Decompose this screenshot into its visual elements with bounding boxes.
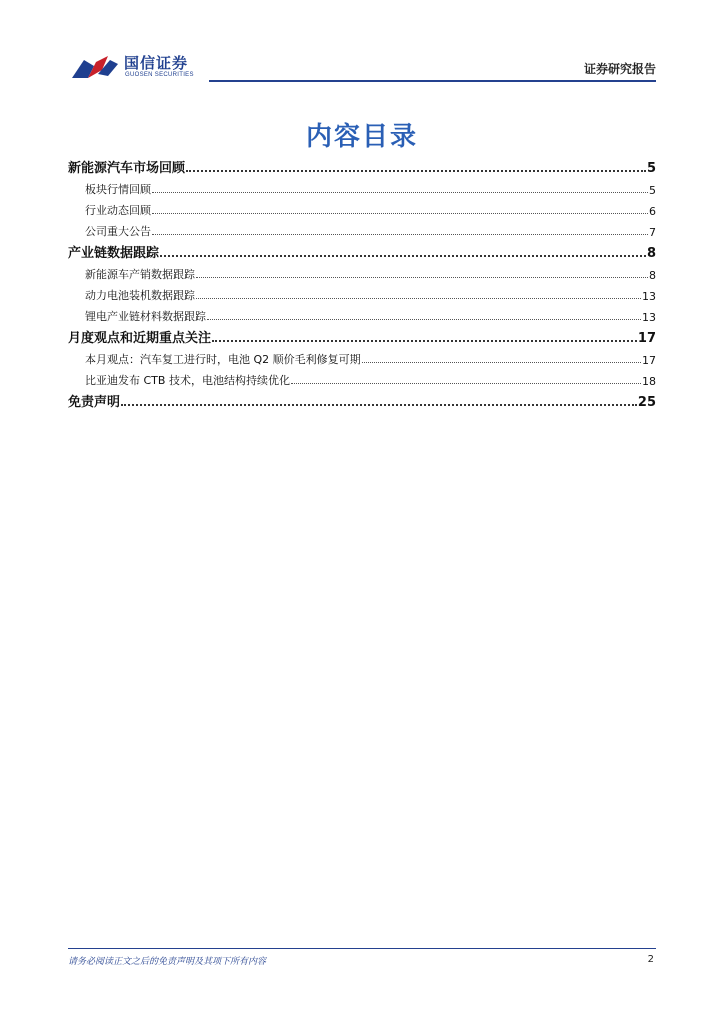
- toc-section-entry[interactable]: [68, 324, 656, 346]
- toc-dot-leader: [291, 383, 641, 384]
- toc-entry-page: 5: [649, 184, 656, 197]
- toc-entry-label: 新能源汽车市场回顾: [68, 161, 186, 176]
- toc-dot-leader: [186, 170, 646, 172]
- toc-entry-page: 18: [642, 375, 656, 388]
- toc-entry-page: 8: [649, 269, 656, 282]
- toc-subsection-entry[interactable]: [68, 346, 656, 367]
- toc-entry-label: 板块行情回顾: [85, 183, 151, 196]
- toc-title: 内容目录: [305, 122, 418, 152]
- toc-entry-page: 25: [637, 395, 656, 410]
- toc-entry-label: 新能源车产销数据跟踪: [85, 268, 195, 281]
- toc-dot-leader: [362, 362, 641, 363]
- logo-chinese-name: 国信证券: [124, 54, 189, 72]
- footer-disclaimer: 请务必阅读正文之后的免责声明及其项下所有内容: [68, 957, 267, 967]
- toc-subsection-entry[interactable]: [68, 261, 656, 282]
- toc-section-entry[interactable]: [68, 239, 656, 261]
- toc-entry-label: 动力电池装机数据跟踪: [85, 289, 195, 302]
- toc-entry-page: 6: [649, 205, 656, 218]
- toc-subsection-entry[interactable]: [68, 367, 656, 388]
- toc-dot-leader: [121, 404, 637, 406]
- toc-entry-page: 17: [642, 354, 656, 367]
- toc-entry-page: 7: [649, 226, 656, 239]
- footer-divider: [68, 948, 656, 949]
- toc-dot-leader: [152, 213, 648, 214]
- toc-entry-page: 13: [642, 290, 656, 303]
- toc-entry-label: 锂电产业链材料数据跟踪: [85, 310, 206, 323]
- toc-entry-page: 5: [646, 161, 656, 176]
- toc-dot-leader: [196, 298, 641, 299]
- toc-entry-label: 行业动态回顾: [85, 204, 151, 217]
- toc-subsection-entry[interactable]: [68, 303, 656, 324]
- toc-entry-page: 8: [646, 246, 656, 261]
- toc-dot-leader: [152, 234, 648, 235]
- page-number: 2: [647, 954, 654, 965]
- header-divider: [209, 80, 656, 82]
- toc-dot-leader: [207, 319, 641, 320]
- toc-dot-leader: [196, 277, 648, 278]
- table-of-contents: [68, 154, 656, 410]
- toc-entry-page: 13: [642, 311, 656, 324]
- toc-entry-label: 本月观点：汽车复工进行时，电池 Q2 顺价毛利修复可期: [85, 353, 361, 366]
- guosen-logo: [68, 50, 208, 82]
- toc-subsection-entry[interactable]: [68, 218, 656, 239]
- guosen-logo-icon: [68, 52, 122, 82]
- toc-dot-leader: [212, 340, 637, 342]
- toc-subsection-entry[interactable]: [68, 197, 656, 218]
- toc-entry-label: 公司重大公告: [85, 225, 151, 238]
- report-type-label: 证券研究报告: [583, 62, 656, 76]
- toc-section-entry[interactable]: [68, 388, 656, 410]
- toc-subsection-entry[interactable]: [68, 176, 656, 197]
- toc-section-entry[interactable]: [68, 154, 656, 176]
- toc-subsection-entry[interactable]: [68, 282, 656, 303]
- toc-entry-label: 比亚迪发布 CTB 技术，电池结构持续优化: [85, 374, 290, 387]
- logo-english-name: GUOSEN SECURITIES: [125, 72, 194, 78]
- toc-entry-label: 免责声明: [68, 395, 121, 410]
- toc-dot-leader: [152, 192, 648, 193]
- toc-dot-leader: [160, 255, 646, 257]
- page-footer: [68, 948, 656, 967]
- toc-entry-label: 产业链数据跟踪: [68, 246, 160, 261]
- toc-entry-label: 月度观点和近期重点关注: [68, 331, 212, 346]
- page-header: [68, 50, 656, 84]
- toc-entry-page: 17: [637, 331, 656, 346]
